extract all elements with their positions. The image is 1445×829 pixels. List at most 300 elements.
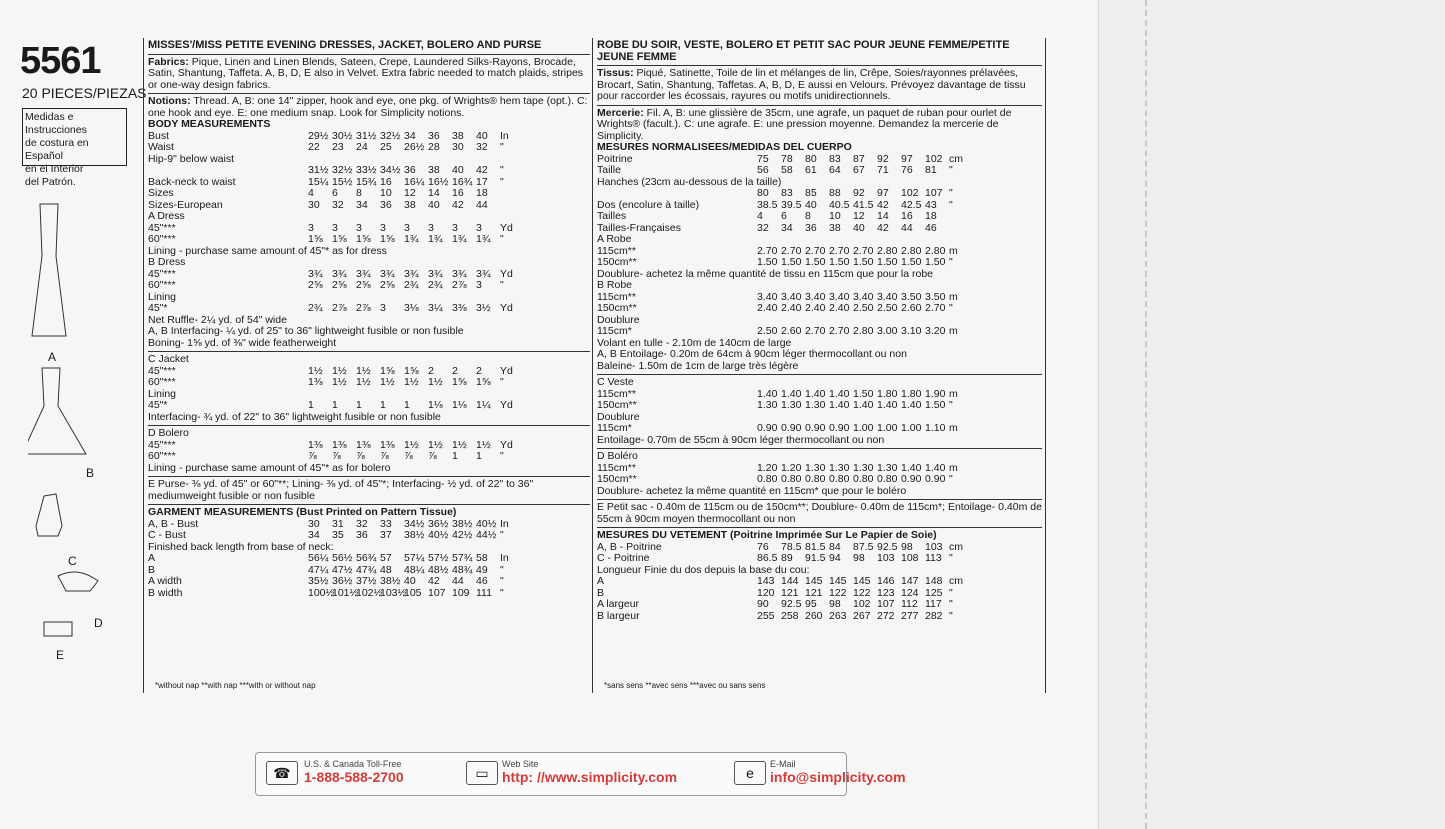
row-value: 38½: [380, 575, 401, 587]
row-value: 277: [901, 609, 919, 622]
row-value: 1½: [308, 364, 323, 377]
row-value: 1.40: [901, 399, 922, 411]
french-column: [597, 40, 1042, 622]
row-value: 1½: [332, 364, 347, 377]
row-value: 2.70: [805, 325, 826, 337]
row-value: [925, 451, 949, 463]
row-value: 2.70: [829, 325, 850, 337]
row-value: [853, 377, 877, 389]
row-value: 46: [476, 575, 488, 587]
measurement-row: [597, 154, 1042, 166]
measurement-row: [597, 553, 1042, 565]
row-value: 42: [877, 221, 889, 234]
row-unit: m: [949, 325, 958, 337]
column-divider-mid: [592, 38, 593, 693]
row-value: 105: [404, 586, 422, 599]
row-value: [332, 428, 356, 440]
row-value: 1⅝: [452, 376, 467, 388]
row-value: 48½: [428, 563, 449, 576]
row-value: 3½: [476, 302, 491, 314]
row-value: 40: [404, 575, 416, 587]
row-value: 78.5: [781, 540, 802, 553]
row-label: A: [597, 576, 605, 587]
row-value: 2.80: [901, 244, 922, 257]
row-value: 83: [829, 152, 841, 165]
row-label: Net Ruffle- 2¼ yd. of 54" wide: [148, 314, 287, 326]
row-value: 29½: [308, 129, 329, 142]
row-unit: ": [500, 586, 504, 599]
row-label: [597, 188, 757, 200]
row-value: 1½: [356, 364, 371, 377]
row-value: 3.20: [925, 325, 946, 337]
row-value: 48¼: [404, 563, 425, 576]
email-group: [770, 759, 906, 785]
row-value: 103½: [380, 586, 407, 599]
row-value: 1½: [452, 438, 467, 451]
measurement-row: [597, 223, 1042, 235]
row-value: 2.70: [925, 302, 946, 314]
row-value: 36: [356, 529, 368, 541]
row-label: Poitrine: [597, 153, 633, 165]
row-value: 15¾: [356, 175, 377, 188]
row-unit: m: [949, 290, 958, 303]
notions-block: Notions: Thread. A, B: one 14" zipper, hook and eye, one pkg. of Wrights® hem tape (opt.). C: one hook and eye. E: one medium snap. Look for Simplicity notions.: [148, 95, 588, 119]
measurement-row: [597, 423, 1042, 435]
row-value: [452, 257, 476, 269]
row-value: 87.5: [853, 540, 874, 553]
row-value: 1½: [476, 438, 491, 451]
row-value: 81: [925, 164, 937, 176]
row-value: [476, 211, 500, 223]
row-value: 95: [805, 598, 817, 610]
row-value: 47½: [332, 563, 353, 576]
row-value: 17: [476, 175, 488, 188]
row-label: 150cm**: [597, 257, 637, 268]
row-unit: ": [500, 450, 504, 462]
row-value: 2.60: [901, 302, 922, 314]
row-value: 10: [380, 187, 392, 199]
row-value: 32½: [332, 164, 353, 176]
row-value: 8: [356, 187, 362, 199]
measurement-row: [148, 211, 590, 223]
row-value: 147: [901, 575, 919, 587]
row-value: 33: [380, 517, 392, 530]
row-label: Doublure: [597, 411, 640, 423]
veste-table: [597, 377, 1042, 435]
row-value: 48¾: [452, 563, 473, 576]
measurement-row: [148, 142, 590, 154]
measurement-row: [148, 389, 590, 401]
row-value: 2.40: [805, 302, 826, 314]
row-value: 16: [380, 175, 392, 188]
row-value: [853, 280, 877, 292]
row-value: 0.80: [805, 473, 826, 485]
row-value: 0.80: [829, 473, 850, 485]
web-link[interactable]: http: //www.simplicity.com: [502, 769, 678, 785]
french-footnote: *sans sens **avec sens ***avec ou sans sens: [604, 681, 766, 690]
row-value: 14: [877, 210, 889, 222]
row-value: 3.40: [829, 290, 850, 303]
row-value: [829, 234, 853, 246]
row-value: [308, 257, 332, 269]
measurement-row: [148, 451, 590, 463]
row-value: 98: [853, 552, 865, 564]
row-label: 115cm*: [597, 326, 632, 337]
row-value: 1¾: [428, 233, 443, 245]
row-unit: ": [949, 187, 953, 199]
row-value: 30½: [332, 129, 353, 142]
row-value: 1.50: [853, 256, 874, 268]
row-value: 36: [404, 164, 416, 176]
row-value: 37: [380, 529, 392, 541]
row-value: 2.70: [757, 244, 778, 257]
row-value: 24: [356, 141, 368, 153]
row-label: 60"***: [148, 451, 176, 462]
row-value: 2⅝: [356, 279, 371, 291]
row-label: A Dress: [148, 211, 185, 222]
row-unit: [949, 280, 963, 292]
row-value: 146: [877, 575, 895, 587]
row-value: 1⅝: [356, 233, 371, 245]
row-value: 0.90: [757, 422, 778, 434]
entoilage-c: Entoilage- 0.70m de 55cm à 90cm léger thermocollant ou non: [597, 433, 885, 446]
row-value: 1.40: [829, 387, 850, 400]
row-value: 3¾: [404, 267, 419, 280]
row-unit: In: [500, 552, 509, 564]
row-value: 23: [332, 141, 344, 153]
row-label: Lining: [148, 388, 177, 400]
row-value: 1½: [332, 376, 347, 388]
row-label: 115cm**: [597, 291, 636, 303]
row-value: 3¾: [308, 267, 323, 280]
pieces-count: 20 PIECES/PIEZAS: [22, 85, 147, 101]
row-value: 40: [428, 198, 440, 211]
row-value: 1.80: [901, 387, 922, 400]
row-value: 61: [805, 164, 817, 176]
row-value: 1.50: [877, 256, 898, 268]
row-label: Tailles: [597, 211, 627, 222]
row-value: 1.00: [877, 422, 898, 434]
row-value: [829, 451, 853, 463]
phone-label: U.S. & Canada Toll-Free: [304, 759, 402, 769]
row-label: 115cm**: [597, 462, 636, 474]
row-value: 81.5: [805, 540, 826, 553]
row-unit: ": [949, 399, 953, 411]
row-value: 3: [476, 279, 482, 291]
row-value: 2.50: [757, 325, 778, 337]
measurement-row: [148, 588, 590, 600]
row-label: 45"***: [148, 222, 176, 234]
row-value: 76: [757, 540, 769, 553]
row-unit: ": [949, 586, 953, 599]
row-value: 107: [925, 187, 943, 199]
flap-perforation: [1145, 0, 1147, 829]
row-value: 58: [781, 164, 793, 176]
row-value: 37½: [356, 575, 377, 587]
row-value: 39.5: [781, 198, 802, 211]
row-value: 113: [925, 552, 942, 564]
row-value: [781, 451, 805, 463]
row-label: C Veste: [597, 377, 634, 388]
pattern-number: 5561: [20, 40, 101, 82]
web-label: Web Site: [502, 759, 539, 769]
row-value: 32: [332, 198, 344, 211]
row-value: 112: [901, 598, 918, 610]
row-value: 1½: [356, 376, 371, 388]
measurement-row: [148, 576, 590, 588]
row-value: 1¾: [404, 233, 419, 245]
row-label: B Dress: [148, 257, 186, 268]
lining-d: Lining - purchase same amount of 45"* as for bolero: [148, 461, 391, 474]
row-unit: ": [949, 609, 953, 622]
row-value: 85: [805, 187, 817, 199]
row-value: ⅞: [332, 450, 341, 462]
row-value: 1⅜: [308, 438, 323, 451]
row-value: [781, 377, 805, 389]
row-label: Tailles-Françaises: [597, 222, 682, 234]
row-value: 42: [452, 198, 464, 211]
row-label: Lining - purchase same amount of 45"* as for dress: [148, 245, 387, 257]
phone-number[interactable]: 1-888-588-2700: [304, 769, 404, 785]
row-label: Lining: [148, 291, 177, 303]
row-unit: ": [500, 529, 504, 541]
measurement-row: [148, 428, 590, 440]
row-value: 32½: [380, 129, 401, 142]
row-value: 3.40: [757, 290, 778, 303]
row-value: 3¾: [452, 267, 467, 280]
row-value: 40.5: [829, 198, 850, 211]
row-value: [877, 451, 901, 463]
row-value: 34: [781, 221, 793, 234]
row-value: 32: [757, 221, 769, 234]
row-value: [781, 280, 805, 292]
row-value: 3.50: [925, 290, 946, 303]
row-value: 18: [925, 210, 937, 222]
row-value: 92: [877, 152, 889, 165]
row-value: 1.50: [781, 256, 802, 268]
email-link[interactable]: info@simplicity.com: [770, 769, 906, 785]
row-value: 3.50: [901, 290, 922, 303]
row-value: 44½: [476, 529, 497, 541]
row-value: 91.5: [805, 552, 826, 564]
row-value: 107: [877, 598, 895, 610]
row-value: 8: [805, 210, 811, 222]
row-unit: Yd: [500, 364, 513, 377]
row-unit: m: [949, 422, 958, 434]
row-unit: ": [500, 164, 504, 176]
row-value: 1⅛: [428, 399, 443, 411]
measurement-row: [597, 400, 1042, 412]
row-unit: m: [949, 461, 958, 474]
row-value: 123: [877, 586, 895, 599]
row-value: [853, 451, 877, 463]
row-label: Back-neck to waist: [148, 176, 236, 188]
row-value: [781, 234, 805, 246]
row-value: [901, 234, 925, 246]
row-label: Taille: [597, 165, 621, 176]
measurement-row: [148, 200, 590, 212]
row-value: 86.5: [757, 552, 778, 564]
row-label: Sizes-European: [148, 199, 223, 211]
row-value: 102: [901, 187, 919, 199]
row-value: [308, 428, 332, 440]
row-unit: ": [500, 141, 504, 153]
doublure-d: Doublure- achetez la même quantité en 115cm* que pour le boléro: [597, 484, 907, 497]
row-value: 47¾: [356, 563, 377, 576]
row-value: [428, 211, 452, 223]
row-value: 3.40: [805, 290, 826, 303]
row-value: [404, 354, 428, 366]
row-value: [757, 377, 781, 389]
baleine: Baleine- 1.50m de 1cm de large très légère: [597, 359, 799, 372]
row-value: 2.60: [781, 325, 802, 337]
row-value: 1⅝: [404, 364, 419, 377]
measurement-row: [597, 200, 1042, 212]
row-value: [452, 211, 476, 223]
row-label: A width: [148, 576, 182, 587]
row-unit: ": [949, 552, 953, 564]
row-value: [476, 428, 500, 440]
row-value: 57¼: [404, 552, 425, 564]
row-value: 4: [308, 187, 314, 199]
row-value: 1.30: [757, 399, 778, 411]
row-value: 3: [452, 221, 458, 234]
row-label: 115cm**: [597, 388, 636, 400]
row-value: 36: [380, 198, 392, 211]
sketch-label-d: D: [94, 616, 103, 630]
measurement-row: [597, 188, 1042, 200]
row-value: 64: [829, 164, 841, 176]
measurement-row: [597, 377, 1042, 389]
row-value: 75: [757, 152, 769, 165]
row-value: 88: [829, 187, 841, 199]
row-value: 56: [757, 164, 769, 176]
row-value: 44: [476, 198, 488, 211]
measurement-row: [148, 234, 590, 246]
row-value: [428, 257, 452, 269]
row-value: 1.50: [901, 256, 922, 268]
row-value: 89: [781, 552, 793, 564]
row-value: 1⅜: [356, 438, 371, 451]
row-label: Bust: [148, 130, 170, 142]
measurement-row: [597, 303, 1042, 315]
row-value: 267: [853, 609, 871, 622]
row-value: 3¾: [332, 267, 347, 280]
row-label: 115cm*: [597, 423, 632, 434]
medbox-line: de costura en Español: [25, 137, 89, 162]
measurement-row: [148, 280, 590, 292]
row-value: 102: [853, 598, 871, 610]
row-value: 3¾: [380, 267, 395, 280]
english-column: [148, 40, 590, 599]
row-value: [332, 354, 356, 366]
row-value: ⅞: [380, 450, 389, 462]
row-value: 101½: [332, 586, 359, 599]
row-value: 120: [757, 586, 775, 599]
row-value: 33½: [356, 164, 377, 176]
row-unit: m: [949, 244, 958, 257]
row-label: C - Bust: [148, 530, 186, 541]
sketch-label-a: A: [48, 350, 57, 364]
row-value: 25: [380, 141, 392, 153]
row-value: 3: [428, 221, 434, 234]
envelope-flap: [1098, 0, 1445, 829]
row-value: 0.90: [829, 422, 850, 434]
sketch-label-b: B: [86, 466, 95, 480]
row-value: 38: [829, 221, 841, 234]
row-value: [877, 280, 901, 292]
row-label: B width: [148, 587, 183, 599]
phone-group: [304, 759, 404, 785]
row-unit: [500, 354, 514, 366]
row-label: 60"***: [148, 377, 176, 388]
row-value: 2.40: [757, 302, 778, 314]
row-value: 4: [757, 210, 763, 222]
row-value: 76: [901, 164, 913, 176]
row-value: 3.00: [877, 325, 898, 337]
row-value: 0.80: [853, 473, 874, 485]
row-label: B largeur: [597, 610, 640, 622]
row-value: 3: [404, 221, 410, 234]
row-value: [308, 354, 332, 366]
row-unit: [500, 257, 514, 269]
row-value: 1: [332, 399, 338, 411]
row-value: [925, 377, 949, 389]
row-value: 40: [476, 129, 488, 142]
measurement-row: [597, 177, 1042, 189]
row-value: 0.90: [901, 473, 922, 485]
row-value: [877, 234, 901, 246]
row-value: ⅞: [308, 450, 317, 462]
measurement-row: [148, 188, 590, 200]
row-label: Doublure- achetez la même quantité de tissu en 115cm que pour la robe: [597, 268, 934, 280]
row-value: [925, 234, 949, 246]
row-value: 42: [877, 198, 889, 211]
row-value: [901, 280, 925, 292]
row-value: 6: [781, 210, 787, 222]
row-value: 1.40: [901, 461, 922, 474]
row-value: [901, 451, 925, 463]
row-value: 2¾: [404, 279, 419, 291]
row-value: 84: [829, 540, 841, 553]
row-value: 2⅝: [380, 279, 395, 291]
row-value: 121: [805, 586, 823, 599]
row-unit: [500, 188, 514, 200]
row-value: 30: [308, 198, 320, 211]
row-value: 35½: [308, 575, 329, 587]
row-value: 34½: [404, 517, 425, 530]
row-value: 1.40: [853, 399, 874, 411]
row-value: 3.10: [901, 325, 922, 337]
row-value: 31½: [308, 164, 329, 176]
row-unit: cm: [949, 152, 963, 165]
row-value: 22: [308, 141, 320, 153]
row-value: [829, 280, 853, 292]
row-unit: ": [949, 198, 953, 211]
row-value: 1.50: [805, 256, 826, 268]
row-value: 2⅝: [308, 279, 323, 291]
row-value: 3.40: [853, 290, 874, 303]
row-unit: Yd: [500, 267, 513, 280]
row-value: 34: [404, 129, 416, 142]
row-value: 3⅜: [452, 302, 467, 314]
row-unit: [500, 428, 514, 440]
body-measurements-title: BODY MEASUREMENTS: [148, 118, 271, 130]
row-unit: ": [949, 473, 953, 485]
measurement-row: [597, 280, 1042, 292]
tissus-block: Tissus: Piqué, Satinette, Toile de lin et mélanges de lin, Crêpe, Soies/rayonnes prélavées, Brocart, Satin, Shantung, Taffetas. A, B, D, E aussi en Velours. Prévoyez davantage de tissu pour raccorder les écossais, rayures ou motifs unidirectionnels.: [597, 67, 1026, 102]
row-value: 1: [380, 399, 386, 411]
